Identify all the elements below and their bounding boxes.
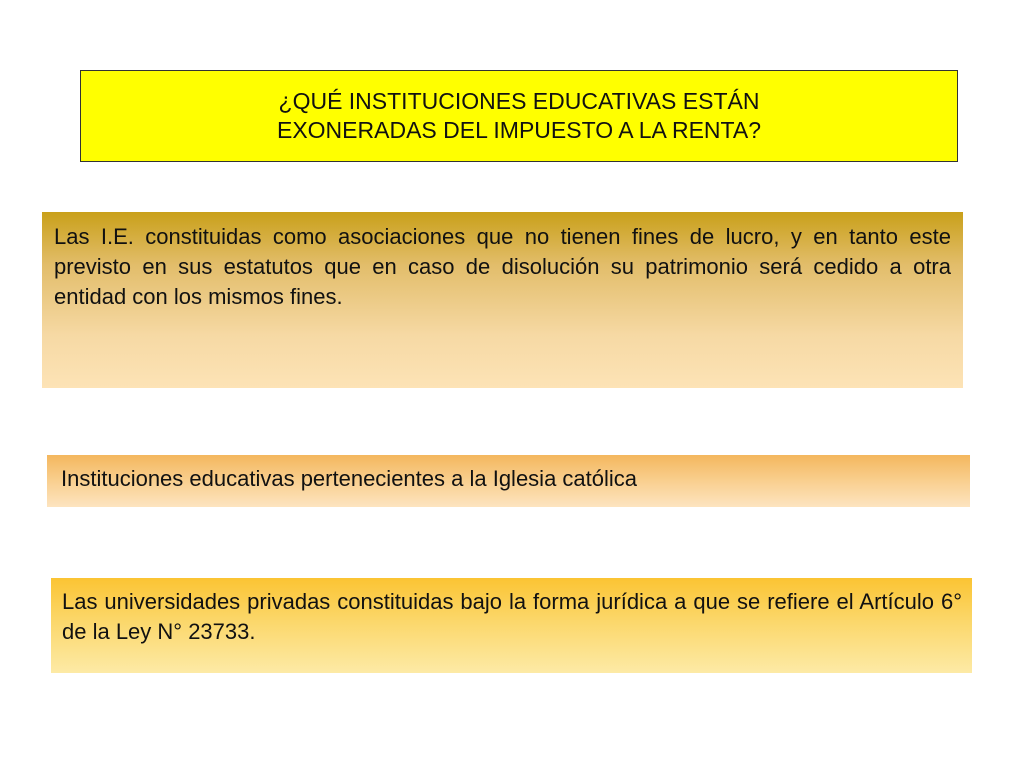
- title-line-1: ¿QUÉ INSTITUCIONES EDUCATIVAS ESTÁN: [278, 88, 760, 114]
- answer-text-private-universities: Las universidades privadas constituidas bajo la forma jurídica a que se refiere el Artículo 6° de la Ley N° 23733.: [62, 589, 962, 644]
- answer-box-associations: [42, 212, 963, 388]
- answer-text-associations: Las I.E. constituidas como asociaciones que no tienen fines de lucro, y en tanto este previsto en sus estatutos que en caso de disolución su patrimonio será cedido a otra entidad con los mismos fines.: [54, 224, 951, 309]
- slide-title: [277, 87, 761, 145]
- answer-text-catholic-church: Instituciones educativas pertenecientes a la Iglesia católica: [61, 466, 638, 491]
- title-box: [80, 70, 958, 162]
- answer-box-catholic-church: [47, 455, 970, 507]
- title-line-2: EXONERADAS DEL IMPUESTO A LA RENTA?: [276, 117, 761, 143]
- answer-box-private-universities: [51, 578, 972, 673]
